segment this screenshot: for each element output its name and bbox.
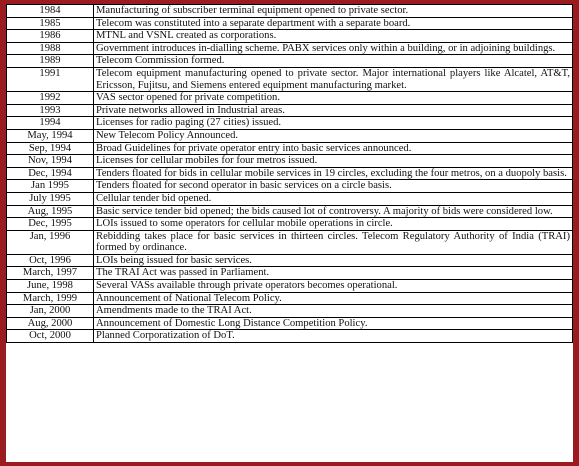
date-cell: June, 1998 (7, 280, 94, 293)
table-row (7, 92, 573, 105)
date-cell: 1993 (7, 104, 94, 117)
table-row (7, 330, 573, 343)
table-row (7, 5, 573, 18)
date-cell: 1992 (7, 92, 94, 105)
table-row (7, 129, 573, 142)
table-row (7, 218, 573, 231)
table-row (7, 104, 573, 117)
date-cell: July 1995 (7, 192, 94, 205)
event-cell: The TRAI Act was passed in Parliament. (94, 267, 573, 280)
event-cell: MTNL and VSNL created as corporations. (94, 30, 573, 43)
table-row (7, 254, 573, 267)
date-cell: Jan 1995 (7, 180, 94, 193)
table-row (7, 142, 573, 155)
event-cell: Private networks allowed in Industrial areas. (94, 104, 573, 117)
date-cell: Nov, 1994 (7, 155, 94, 168)
date-cell: 1994 (7, 117, 94, 130)
date-cell: Dec, 1995 (7, 218, 94, 231)
table-row (7, 17, 573, 30)
date-cell: 1985 (7, 17, 94, 30)
date-cell: Jan, 1996 (7, 230, 94, 254)
table-row (7, 180, 573, 193)
table-row (7, 292, 573, 305)
date-cell: 1988 (7, 42, 94, 55)
table-row (7, 42, 573, 55)
table-row (7, 167, 573, 180)
table-row (7, 280, 573, 293)
date-cell: 1984 (7, 5, 94, 18)
date-cell: March, 1999 (7, 292, 94, 305)
table-row (7, 230, 573, 254)
event-cell: VAS sector opened for private competition. (94, 92, 573, 105)
date-cell: March, 1997 (7, 267, 94, 280)
table-row (7, 55, 573, 68)
table-row (7, 205, 573, 218)
event-cell: Telecom was constituted into a separate department with a separate board. (94, 17, 573, 30)
event-cell: Basic service tender bid opened; the bids caused lot of controversy. A majority of bids were considered low. (94, 205, 573, 218)
date-cell: Aug, 2000 (7, 317, 94, 330)
date-cell: May, 1994 (7, 129, 94, 142)
date-cell: 1991 (7, 67, 94, 91)
telecom-timeline-table (6, 4, 573, 343)
date-cell: Jan, 2000 (7, 305, 94, 318)
table-row (7, 305, 573, 318)
event-cell: LOIs being issued for basic services. (94, 254, 573, 267)
date-cell: Aug, 1995 (7, 205, 94, 218)
event-cell: Telecom equipment manufacturing opened to private sector. Major international players like Alcatel, AT&T, Ericsson, Fujitsu, and Siemens entered equipment manufacturing market. (94, 67, 573, 91)
date-cell: Dec, 1994 (7, 167, 94, 180)
document-page (6, 4, 573, 462)
event-cell: Tenders floated for bids in cellular mobile services in 19 circles, excluding the four metros, on a duopoly basis. (94, 167, 573, 180)
table-row (7, 317, 573, 330)
date-cell: Sep, 1994 (7, 142, 94, 155)
table-row (7, 117, 573, 130)
event-cell: LOIs issued to some operators for cellular mobile operations in circle. (94, 218, 573, 231)
table-row (7, 192, 573, 205)
table-row (7, 155, 573, 168)
event-cell: Rebidding takes place for basic services in thirteen circles. Telecom Regulatory Authority of India (TRAI) formed by ordinance. (94, 230, 573, 254)
event-cell: Licenses for radio paging (27 cities) issued. (94, 117, 573, 130)
event-cell: Planned Corporatization of DoT. (94, 330, 573, 343)
table-row (7, 30, 573, 43)
date-cell: Oct, 1996 (7, 254, 94, 267)
date-cell: 1989 (7, 55, 94, 68)
event-cell: Manufacturing of subscriber terminal equipment opened to private sector. (94, 5, 573, 18)
event-cell: Telecom Commission formed. (94, 55, 573, 68)
table-row (7, 67, 573, 91)
date-cell: 1986 (7, 30, 94, 43)
event-cell: Broad Guidelines for private operator entry into basic services announced. (94, 142, 573, 155)
event-cell: New Telecom Policy Announced. (94, 129, 573, 142)
table-row (7, 267, 573, 280)
event-cell: Announcement of Domestic Long Distance Competition Policy. (94, 317, 573, 330)
event-cell: Government introduces in-dialling scheme. PABX services only within a building, or in adjoining buildings. (94, 42, 573, 55)
event-cell: Tenders floated for second operator in basic services on a circle basis. (94, 180, 573, 193)
event-cell: Announcement of National Telecom Policy. (94, 292, 573, 305)
event-cell: Licenses for cellular mobiles for four metros issued. (94, 155, 573, 168)
event-cell: Several VASs available through private operators becomes operational. (94, 280, 573, 293)
event-cell: Cellular tender bid opened. (94, 192, 573, 205)
date-cell: Oct, 2000 (7, 330, 94, 343)
event-cell: Amendments made to the TRAI Act. (94, 305, 573, 318)
